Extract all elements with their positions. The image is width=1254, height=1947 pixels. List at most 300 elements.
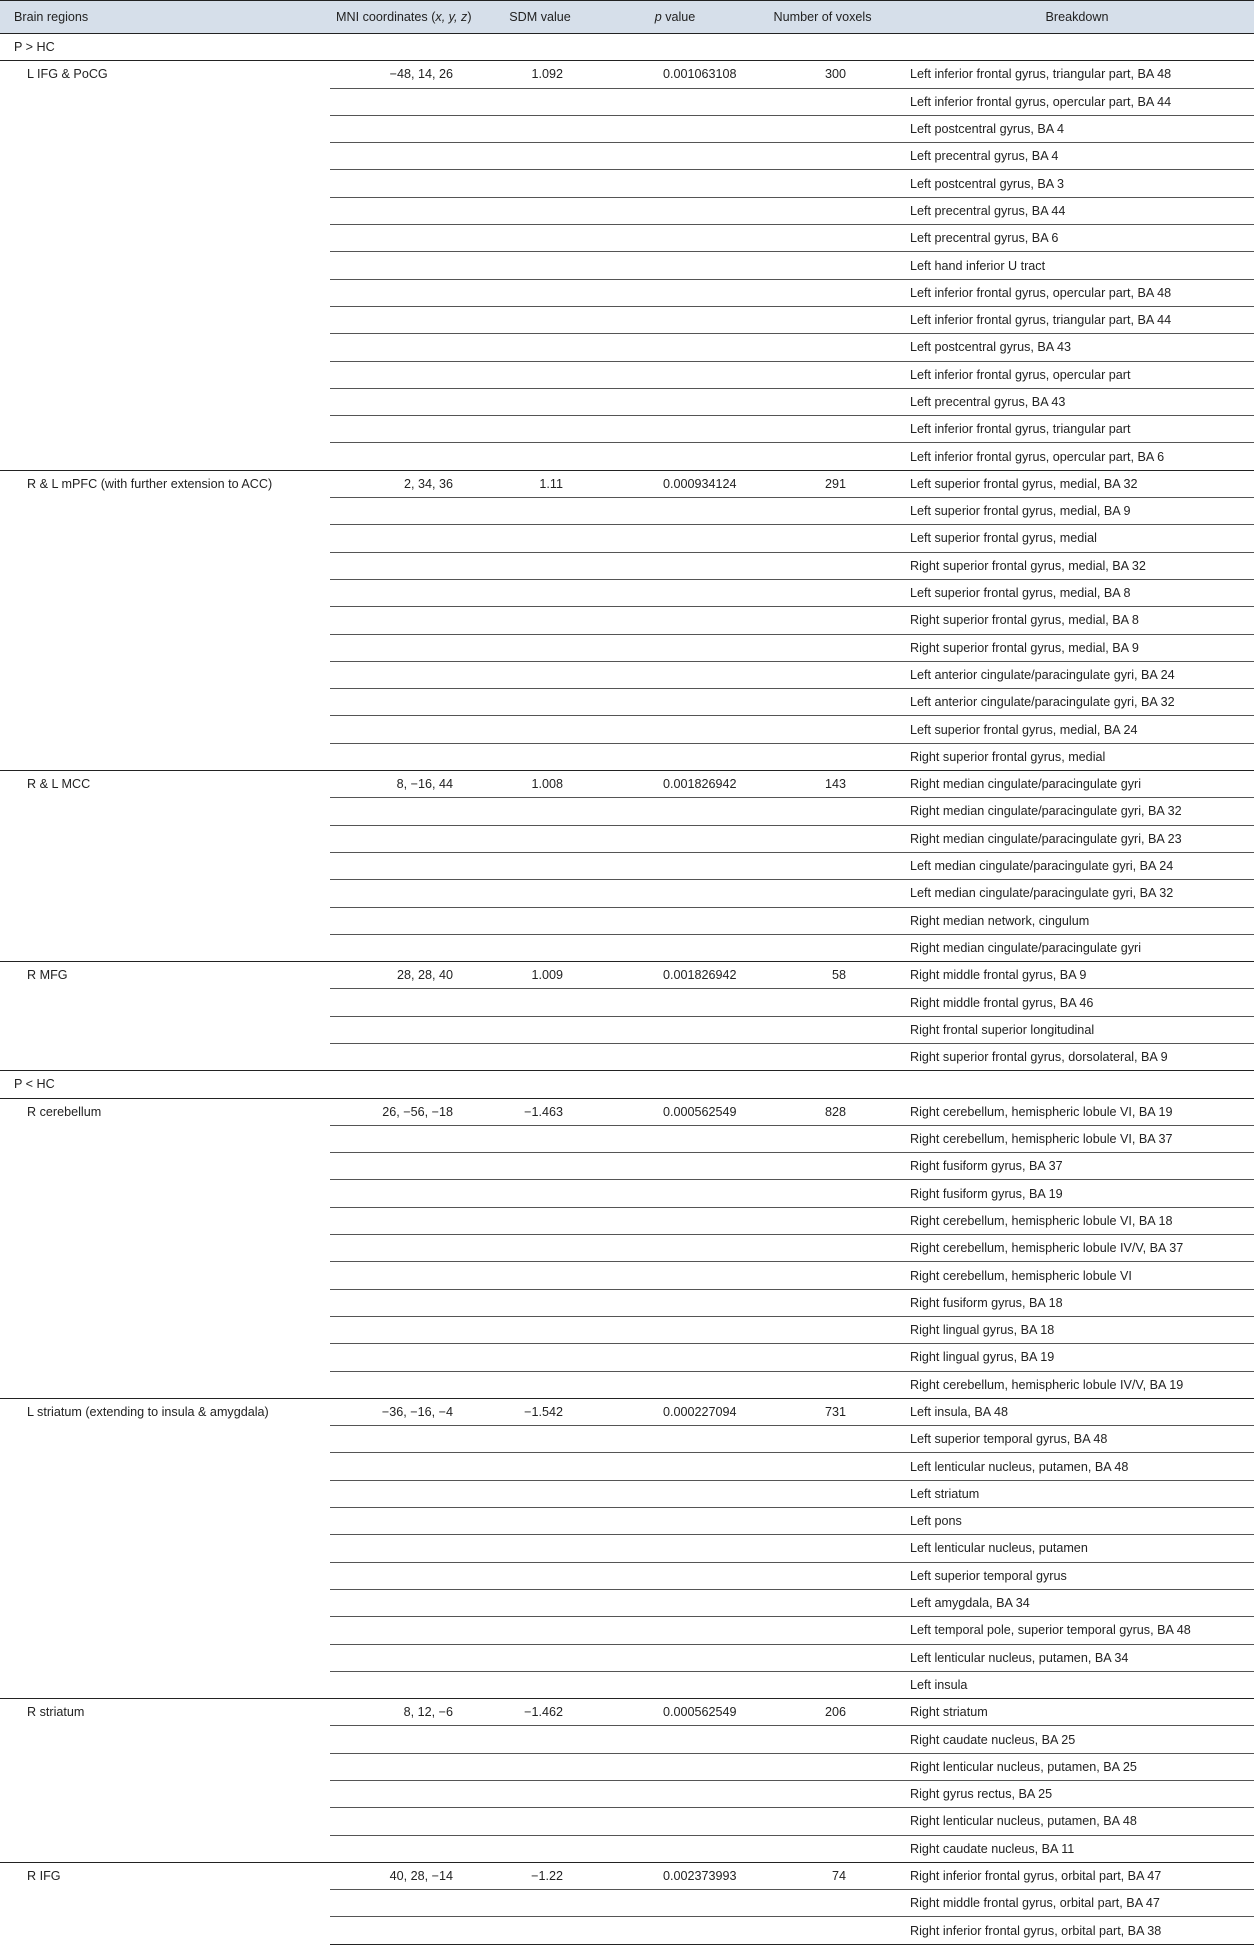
empty-cell: [745, 825, 900, 852]
empty-cell: [475, 88, 605, 115]
empty-cell: [605, 498, 745, 525]
empty-cell: [745, 252, 900, 279]
empty-cell: [605, 552, 745, 579]
empty-cell: [745, 1043, 900, 1070]
empty-cell: [475, 1671, 605, 1698]
breakdown-item: Right median cingulate/paracingulate gyri, BA 23: [900, 825, 1254, 852]
empty-cell: [475, 416, 605, 443]
sdm-value: 1.11: [475, 470, 605, 497]
empty-cell: [475, 607, 605, 634]
header-mni-coordinates: MNI coordinates (x, y, z): [336, 10, 472, 24]
empty-cell: [475, 1753, 605, 1780]
empty-cell: [745, 1617, 900, 1644]
empty-cell: [475, 1426, 605, 1453]
empty-cell: [745, 1316, 900, 1343]
mni-coordinates: 28, 28, 40: [330, 962, 475, 989]
empty-cell: [745, 743, 900, 770]
empty-cell: [605, 1726, 745, 1753]
empty-cell: [475, 1207, 605, 1234]
empty-cell: [745, 1890, 900, 1917]
empty-cell: [330, 1781, 475, 1808]
empty-cell: [330, 361, 475, 388]
empty-cell: [605, 443, 745, 470]
empty-cell: [745, 1262, 900, 1289]
breakdown-item: Left anterior cingulate/paracingulate gyri, BA 32: [900, 689, 1254, 716]
empty-cell: [605, 361, 745, 388]
empty-cell: [745, 579, 900, 606]
empty-cell: [745, 1207, 900, 1234]
empty-cell: [745, 306, 900, 333]
region-name: R cerebellum: [0, 1098, 330, 1398]
empty-cell: [475, 1562, 605, 1589]
empty-cell: [330, 634, 475, 661]
empty-cell: [330, 1726, 475, 1753]
empty-cell: [475, 798, 605, 825]
breakdown-item: Left lenticular nucleus, putamen, BA 34: [900, 1644, 1254, 1671]
empty-cell: [605, 934, 745, 961]
p-value: 0.000934124: [605, 470, 745, 497]
empty-cell: [745, 1562, 900, 1589]
empty-cell: [605, 1316, 745, 1343]
empty-cell: [745, 1371, 900, 1398]
empty-cell: [330, 852, 475, 879]
empty-cell: [605, 143, 745, 170]
empty-cell: [330, 115, 475, 142]
empty-cell: [330, 443, 475, 470]
breakdown-item: Right middle frontal gyrus, BA 46: [900, 989, 1254, 1016]
empty-cell: [330, 1589, 475, 1616]
table-row: [0, 1699, 1254, 1726]
empty-cell: [605, 225, 745, 252]
empty-cell: [330, 252, 475, 279]
empty-cell: [330, 825, 475, 852]
empty-cell: [330, 1835, 475, 1862]
empty-cell: [330, 334, 475, 361]
empty-cell: [330, 197, 475, 224]
empty-cell: [745, 416, 900, 443]
p-value: 0.001826942: [605, 771, 745, 798]
voxel-count: 143: [745, 771, 900, 798]
empty-cell: [330, 716, 475, 743]
region-name: L striatum (extending to insula & amygdala): [0, 1398, 330, 1698]
empty-cell: [605, 907, 745, 934]
header-sdm-value: SDM value: [509, 10, 571, 24]
voxel-count: 731: [745, 1398, 900, 1425]
empty-cell: [330, 989, 475, 1016]
empty-cell: [475, 552, 605, 579]
empty-cell: [605, 880, 745, 907]
empty-cell: [330, 525, 475, 552]
breakdown-item: Right cerebellum, hemispheric lobule VI, BA 18: [900, 1207, 1254, 1234]
empty-cell: [745, 1235, 900, 1262]
empty-cell: [330, 1180, 475, 1207]
empty-cell: [745, 1644, 900, 1671]
empty-cell: [605, 1262, 745, 1289]
breakdown-item: Right middle frontal gyrus, BA 9: [900, 962, 1254, 989]
empty-cell: [745, 1180, 900, 1207]
empty-cell: [605, 825, 745, 852]
breakdown-item: Right superior frontal gyrus, medial, BA 8: [900, 607, 1254, 634]
table-header: [0, 1, 1254, 34]
empty-cell: [605, 1835, 745, 1862]
empty-cell: [475, 143, 605, 170]
mni-coordinates: 40, 28, −14: [330, 1862, 475, 1889]
empty-cell: [605, 197, 745, 224]
sdm-value: −1.463: [475, 1098, 605, 1125]
empty-cell: [475, 1781, 605, 1808]
empty-cell: [330, 1125, 475, 1152]
empty-cell: [475, 252, 605, 279]
empty-cell: [330, 498, 475, 525]
table-body: [0, 34, 1254, 1945]
breakdown-item: Right lenticular nucleus, putamen, BA 48: [900, 1808, 1254, 1835]
empty-cell: [745, 361, 900, 388]
empty-cell: [330, 1426, 475, 1453]
empty-cell: [745, 1671, 900, 1698]
empty-cell: [605, 1453, 745, 1480]
mni-coordinates: −48, 14, 26: [330, 61, 475, 88]
empty-cell: [330, 880, 475, 907]
empty-cell: [605, 743, 745, 770]
breakdown-item: Right median cingulate/paracingulate gyri: [910, 940, 1142, 955]
empty-cell: [605, 1125, 745, 1152]
breakdown-item: Left superior temporal gyrus, BA 48: [900, 1426, 1254, 1453]
empty-cell: [475, 1508, 605, 1535]
breakdown-item: Right median cingulate/paracingulate gyri, BA 32: [900, 798, 1254, 825]
empty-cell: [605, 279, 745, 306]
voxel-count: 58: [745, 962, 900, 989]
breakdown-item: Left pons: [900, 1508, 1254, 1535]
empty-cell: [745, 1508, 900, 1535]
empty-cell: [475, 1535, 605, 1562]
empty-cell: [475, 1262, 605, 1289]
breakdown-item: Right median cingulate/paracingulate gyri: [900, 771, 1254, 798]
empty-cell: [605, 1289, 745, 1316]
breakdown-item: Right inferior frontal gyrus, orbital part, BA 47: [900, 1862, 1254, 1889]
empty-cell: [475, 197, 605, 224]
empty-cell: [475, 880, 605, 907]
empty-cell: [330, 170, 475, 197]
breakdown-item: Right fusiform gyrus, BA 18: [900, 1289, 1254, 1316]
empty-cell: [745, 525, 900, 552]
empty-cell: [475, 443, 605, 470]
breakdown-item: Left hand inferior U tract: [900, 252, 1254, 279]
breakdown-item: Left lenticular nucleus, putamen: [900, 1535, 1254, 1562]
empty-cell: [330, 279, 475, 306]
empty-cell: [330, 1153, 475, 1180]
region-name: R & L mPFC (with further extension to ACC): [0, 470, 330, 770]
empty-cell: [330, 1890, 475, 1917]
empty-cell: [745, 552, 900, 579]
empty-cell: [475, 1589, 605, 1616]
region-name: R striatum: [0, 1699, 330, 1863]
empty-cell: [605, 1153, 745, 1180]
empty-cell: [330, 88, 475, 115]
empty-cell: [475, 498, 605, 525]
breakdown-item: Right cerebellum, hemispheric lobule VI, BA 37: [900, 1125, 1254, 1152]
group-label: P > HC: [0, 34, 1254, 61]
empty-cell: [330, 306, 475, 333]
breakdown-item: Left precentral gyrus, BA 43: [900, 388, 1254, 415]
empty-cell: [475, 361, 605, 388]
mni-coordinates: 2, 34, 36: [330, 470, 475, 497]
empty-cell: [745, 170, 900, 197]
empty-cell: [475, 1344, 605, 1371]
empty-cell: [475, 1125, 605, 1152]
breakdown-item: Right cerebellum, hemispheric lobule IV/V, BA 37: [900, 1235, 1254, 1262]
mni-coordinates: 8, 12, −6: [330, 1699, 475, 1726]
empty-cell: [475, 579, 605, 606]
empty-cell: [475, 525, 605, 552]
mni-coordinates: −36, −16, −4: [330, 1398, 475, 1425]
breakdown-item: Left postcentral gyrus, BA 4: [900, 115, 1254, 142]
region-name: R IFG: [0, 1862, 330, 1944]
sdm-value: 1.008: [475, 771, 605, 798]
empty-cell: [745, 1589, 900, 1616]
empty-cell: [475, 989, 605, 1016]
table-row: [0, 470, 1254, 497]
empty-cell: [475, 1016, 605, 1043]
empty-cell: [745, 1289, 900, 1316]
empty-cell: [475, 1480, 605, 1507]
p-value: 0.002373993: [605, 1862, 745, 1889]
empty-cell: [605, 1235, 745, 1262]
empty-cell: [330, 1316, 475, 1343]
empty-cell: [745, 989, 900, 1016]
breakdown-item: Left median cingulate/paracingulate gyri, BA 24: [900, 852, 1254, 879]
breakdown-item: Right cerebellum, hemispheric lobule VI, BA 19: [900, 1098, 1254, 1125]
empty-cell: [605, 1753, 745, 1780]
breakdown-item: Right lenticular nucleus, putamen, BA 25: [900, 1753, 1254, 1780]
breakdown-item: Right lingual gyrus, BA 19: [900, 1344, 1254, 1371]
empty-cell: [605, 1426, 745, 1453]
breakdown-item: Right superior frontal gyrus, dorsolateral, BA 9: [910, 1050, 1168, 1065]
breakdown-item: Right middle frontal gyrus, orbital part, BA 47: [900, 1890, 1254, 1917]
voxel-count: 300: [745, 61, 900, 88]
header-p-value: p value: [654, 10, 696, 24]
p-value: 0.001826942: [605, 962, 745, 989]
empty-cell: [330, 1016, 475, 1043]
empty-cell: [475, 1617, 605, 1644]
empty-cell: [330, 388, 475, 415]
empty-cell: [605, 1808, 745, 1835]
empty-cell: [745, 1726, 900, 1753]
empty-cell: [475, 1316, 605, 1343]
breakdown-item: Right median network, cingulum: [900, 907, 1254, 934]
breakdown-item: Right cerebellum, hemispheric lobule IV/V, BA 19: [910, 1377, 1184, 1392]
empty-cell: [745, 1426, 900, 1453]
empty-cell: [605, 852, 745, 879]
voxel-count: 828: [745, 1098, 900, 1125]
breakdown-item: Left precentral gyrus, BA 4: [900, 143, 1254, 170]
header-brain-regions: Brain regions: [14, 10, 89, 24]
empty-cell: [605, 1207, 745, 1234]
empty-cell: [330, 907, 475, 934]
empty-cell: [745, 115, 900, 142]
table-row: [0, 1862, 1254, 1889]
empty-cell: [475, 225, 605, 252]
empty-cell: [330, 1508, 475, 1535]
empty-cell: [745, 907, 900, 934]
empty-cell: [330, 1644, 475, 1671]
region-name: R MFG: [0, 962, 330, 1071]
empty-cell: [745, 1453, 900, 1480]
breakdown-item: Left temporal pole, superior temporal gyrus, BA 48: [900, 1617, 1254, 1644]
sdm-value: −1.542: [475, 1398, 605, 1425]
breakdown-item: Left median cingulate/paracingulate gyri, BA 32: [900, 880, 1254, 907]
empty-cell: [330, 1262, 475, 1289]
empty-cell: [475, 1644, 605, 1671]
empty-cell: [330, 1535, 475, 1562]
empty-cell: [330, 1480, 475, 1507]
breakdown-item: Right frontal superior longitudinal: [900, 1016, 1254, 1043]
empty-cell: [605, 525, 745, 552]
table-row: [0, 61, 1254, 88]
empty-cell: [605, 1644, 745, 1671]
breakdown-item: Left superior frontal gyrus, medial, BA 8: [900, 579, 1254, 606]
p-value: 0.000562549: [605, 1699, 745, 1726]
empty-cell: [745, 197, 900, 224]
empty-cell: [745, 661, 900, 688]
empty-cell: [605, 1917, 745, 1944]
breakdown-item: Left lenticular nucleus, putamen, BA 48: [900, 1453, 1254, 1480]
empty-cell: [475, 743, 605, 770]
empty-cell: [475, 334, 605, 361]
empty-cell: [745, 143, 900, 170]
breakdown-item: Right inferior frontal gyrus, orbital part, BA 38: [900, 1917, 1254, 1944]
empty-cell: [330, 661, 475, 688]
empty-cell: [745, 934, 900, 961]
empty-cell: [745, 1753, 900, 1780]
empty-cell: [745, 607, 900, 634]
breakdown-item: Left precentral gyrus, BA 6: [900, 225, 1254, 252]
table-row: [0, 962, 1254, 989]
breakdown-item: Left postcentral gyrus, BA 43: [900, 334, 1254, 361]
empty-cell: [475, 1835, 605, 1862]
empty-cell: [475, 907, 605, 934]
empty-cell: [330, 579, 475, 606]
empty-cell: [475, 1289, 605, 1316]
empty-cell: [330, 1917, 475, 1944]
empty-cell: [745, 1016, 900, 1043]
mni-coordinates: 8, −16, 44: [330, 771, 475, 798]
empty-cell: [745, 689, 900, 716]
empty-cell: [475, 1371, 605, 1398]
empty-cell: [475, 825, 605, 852]
empty-cell: [475, 388, 605, 415]
empty-cell: [330, 798, 475, 825]
empty-cell: [605, 634, 745, 661]
empty-cell: [745, 1535, 900, 1562]
voxel-count: 74: [745, 1862, 900, 1889]
breakdown-item: Left inferior frontal gyrus, opercular part, BA 44: [900, 88, 1254, 115]
breakdown-item: Right striatum: [900, 1699, 1254, 1726]
empty-cell: [330, 1753, 475, 1780]
empty-cell: [475, 934, 605, 961]
empty-cell: [330, 1207, 475, 1234]
empty-cell: [605, 1344, 745, 1371]
voxel-count: 291: [745, 470, 900, 497]
header-breakdown: Breakdown: [1045, 10, 1109, 24]
group-row: [0, 1071, 1254, 1098]
empty-cell: [605, 1043, 745, 1070]
empty-cell: [745, 88, 900, 115]
breakdown-item: Right fusiform gyrus, BA 19: [900, 1180, 1254, 1207]
p-value: 0.000562549: [605, 1098, 745, 1125]
breakdown-item: Left amygdala, BA 34: [900, 1589, 1254, 1616]
empty-cell: [330, 552, 475, 579]
mni-coordinates: 26, −56, −18: [330, 1098, 475, 1125]
empty-cell: [475, 689, 605, 716]
breakdown-item: Right lingual gyrus, BA 18: [900, 1316, 1254, 1343]
empty-cell: [330, 1289, 475, 1316]
empty-cell: [475, 1153, 605, 1180]
empty-cell: [475, 1808, 605, 1835]
empty-cell: [330, 143, 475, 170]
breakdown-item: Left superior temporal gyrus: [900, 1562, 1254, 1589]
empty-cell: [475, 115, 605, 142]
empty-cell: [475, 716, 605, 743]
empty-cell: [605, 416, 745, 443]
empty-cell: [745, 1917, 900, 1944]
empty-cell: [745, 634, 900, 661]
breakdown-item: Left inferior frontal gyrus, triangular part, BA 44: [900, 306, 1254, 333]
empty-cell: [745, 1480, 900, 1507]
empty-cell: [475, 1726, 605, 1753]
breakdown-item: Left superior frontal gyrus, medial, BA 24: [900, 716, 1254, 743]
empty-cell: [475, 1890, 605, 1917]
table-row: [0, 1398, 1254, 1425]
empty-cell: [745, 443, 900, 470]
group-row: [0, 34, 1254, 61]
empty-cell: [605, 1589, 745, 1616]
empty-cell: [475, 170, 605, 197]
empty-cell: [605, 170, 745, 197]
empty-cell: [330, 1344, 475, 1371]
sdm-value: −1.462: [475, 1699, 605, 1726]
header-row: [0, 1, 1254, 34]
breakdown-item: Left inferior frontal gyrus, triangular part: [900, 416, 1254, 443]
empty-cell: [605, 115, 745, 142]
p-value: 0.000227094: [605, 1398, 745, 1425]
group-label: P < HC: [0, 1071, 1254, 1098]
empty-cell: [605, 334, 745, 361]
p-value: 0.001063108: [605, 61, 745, 88]
empty-cell: [605, 1562, 745, 1589]
empty-cell: [745, 498, 900, 525]
breakdown-item: Left insula: [910, 1677, 968, 1692]
empty-cell: [330, 416, 475, 443]
empty-cell: [605, 1617, 745, 1644]
empty-cell: [745, 1835, 900, 1862]
empty-cell: [605, 1480, 745, 1507]
breakdown-item: Left anterior cingulate/paracingulate gyri, BA 24: [900, 661, 1254, 688]
empty-cell: [605, 306, 745, 333]
empty-cell: [605, 1671, 745, 1698]
empty-cell: [745, 1808, 900, 1835]
empty-cell: [330, 225, 475, 252]
breakdown-item: Right superior frontal gyrus, medial, BA 32: [900, 552, 1254, 579]
empty-cell: [745, 1153, 900, 1180]
breakdown-item: Right caudate nucleus, BA 25: [900, 1726, 1254, 1753]
breakdown-item: Left striatum: [900, 1480, 1254, 1507]
voxel-count: 206: [745, 1699, 900, 1726]
empty-cell: [745, 1781, 900, 1808]
empty-cell: [330, 1235, 475, 1262]
region-name: R & L MCC: [0, 771, 330, 962]
empty-cell: [330, 1371, 475, 1398]
empty-cell: [475, 1180, 605, 1207]
